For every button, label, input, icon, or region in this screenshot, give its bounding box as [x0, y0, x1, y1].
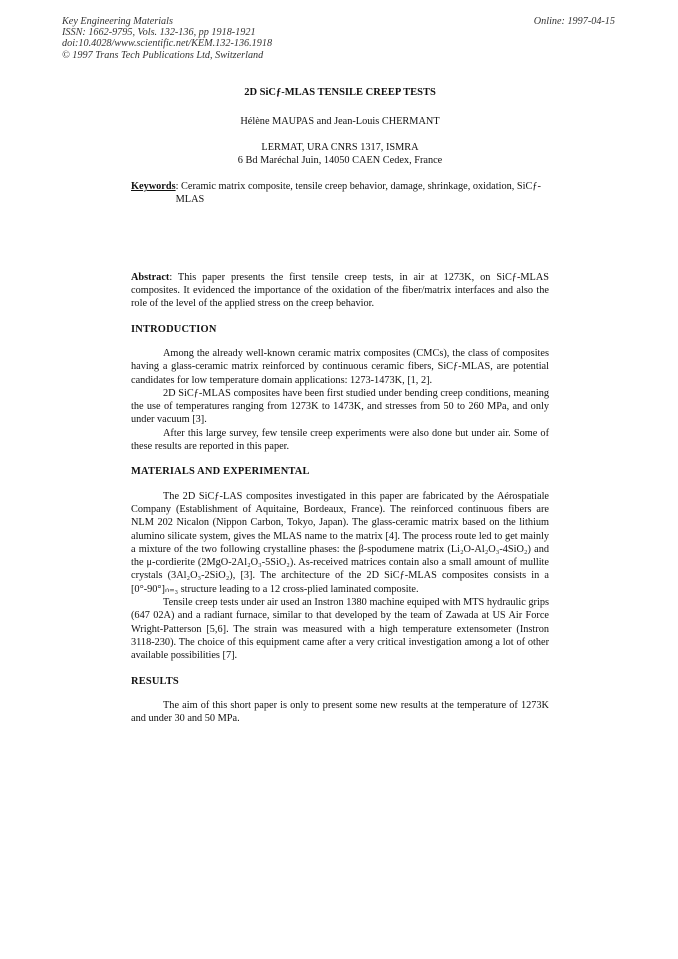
- keywords: [131, 180, 549, 207]
- results-paragraph-1: The aim of this short paper is only to present some new results at the temperature of 1273K and under 30 and 50 MPa.: [131, 699, 549, 725]
- materials-paragraph-2: Tensile creep tests under air used an Instron 1380 machine equiped with MTS hydraulic grips (647 02A) and a radiant furnace, similar to that developed by the team of Zawada at US Air Force Wright-Patterson [5,6]. The strain was measured with a high temperature extensometer (Instron 3118-230). The choice of this equipment came after a very critical investigation among a lot of other available possibilities [7].: [131, 597, 549, 662]
- section-heading-materials: MATERIALS AND EXPERIMENTAL: [131, 466, 310, 478]
- intro-paragraph-2: 2D SiCƒ-MLAS composites have been first studied under bending creep conditions, meaning the use of temperatures ranging from 1273K to 1473K, and stresses from 50 to 260 MPa, and only under vacuum [3].: [131, 387, 549, 426]
- doi-line: doi:10.4028/www.scientific.net/KEM.132-136.1918: [62, 38, 273, 50]
- journal-header: [62, 16, 272, 61]
- abstract-label: Abstract: [131, 271, 170, 283]
- abstract: [131, 271, 549, 311]
- affiliation-line-2: 6 Bd Maréchal Juin, 14050 CAEN Cedex, France: [237, 154, 443, 166]
- journal-name: Key Engineering Materials: [62, 16, 173, 27]
- intro-paragraph-3: After this large survey, few tensile creep experiments were also done but under air. Some of these results are reported in this paper.: [131, 427, 549, 453]
- intro-paragraph-1: Among the already well-known ceramic matrix composites (CMCs), the class of composites having a glass-ceramic matrix reinforced by continuous ceramic fibers, SiCƒ-MLAS, are potential candidates for low temperature domain applications: 1273-1473K, [1, 2].: [131, 347, 549, 386]
- section-heading-results: RESULTS: [131, 675, 179, 687]
- paper-body: [131, 86, 549, 725]
- affiliation-line-1: LERMAT, URA CNRS 1317, ISMRA: [261, 141, 419, 153]
- section-heading-introduction: INTRODUCTION: [131, 323, 217, 335]
- authors: Hélène MAUPAS and Jean-Louis CHERMANT: [240, 116, 440, 128]
- online-date: Online: 1997-04-15: [533, 16, 615, 27]
- affiliation: [131, 141, 549, 168]
- paper-title: 2D SiCƒ-MLAS TENSILE CREEP TESTS: [244, 87, 436, 98]
- abstract-text: : This paper presents the first tensile creep tests, in air at 1273K, on SiCƒ-MLAS composites. It evidenced the importance of the oxidation of the fiber/matrix interfaces and also the role of the level of the applied stress on the creep behavior.: [131, 271, 549, 310]
- materials-paragraph-1: The 2D SiCƒ-LAS composites investigated in this paper are fabricated by the Aérospatiale Company (Establishment of Aquitaine, Bordeaux, France). The reinforced continuous fibers are NLM 202 Nicalon (Nippon Carbon, Tokyo, Japan). The glass-ceramic matrix based on the lithium alumino silicate system, gives the MLAS name to the matrix [4]. The process route led to get mainly a mixture of the two following crystalline phases: the β-spodumene matrix (Li₂O-Al₂O₃-4SiO₂) and the μ-cordierite (2MgO-2Al₂O₃-5SiO₂). As-received matrices contain also a small amount of mullite crystals (3Al₂O₃-2SiO₂), [3]. The architecture of the 2D SiCƒ-MLAS composites consists in a [0°-90°]ₙ₌₃ structure leading to a 12 cross-plied laminated composite.: [131, 490, 549, 595]
- copyright-line: © 1997 Trans Tech Publications Ltd, Switzerland: [62, 49, 264, 61]
- keywords-text: : Ceramic matrix composite, tensile creep behavior, damage, shrinkage, oxidation, SiCƒ-MLAS: [175, 181, 541, 206]
- keywords-label: Keywords: [131, 181, 176, 193]
- issn-line: ISSN: 1662-9795, Vols. 132-136, pp 1918-1921: [62, 27, 256, 39]
